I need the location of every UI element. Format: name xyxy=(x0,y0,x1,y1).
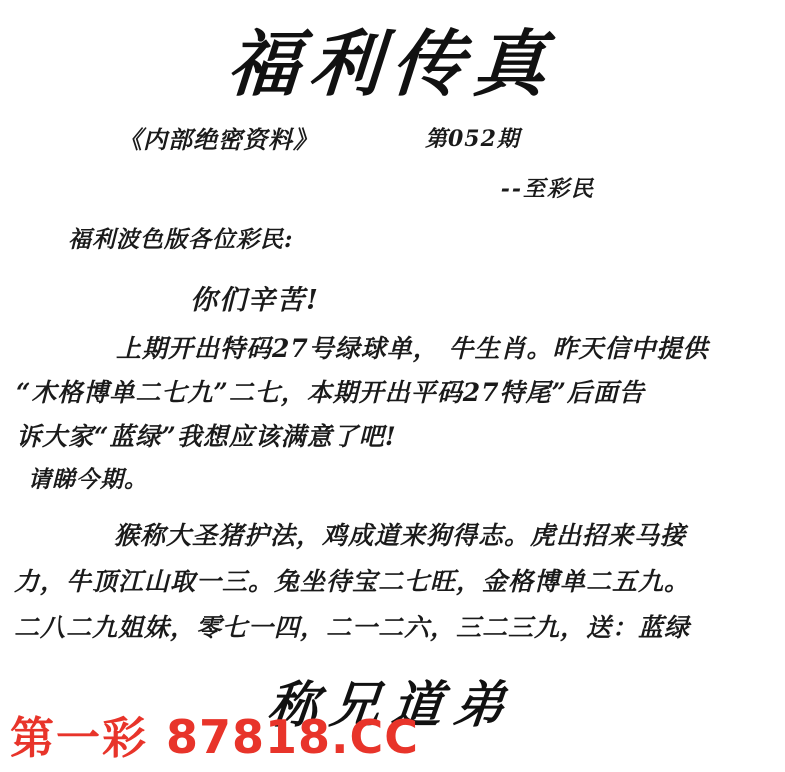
brand-url: 87818.CC xyxy=(166,710,420,764)
verse-line: 力，牛顶江山取一三。兔坐待宝二七旺，金格博单二五九。 xyxy=(14,566,691,596)
verse-block xyxy=(0,513,785,651)
body-line: 诉大家“蓝绿”我想应该满意了吧! xyxy=(16,421,397,451)
verse-line: 二八二九姐妹，零七一四，二一二六，三二三九，送：蓝绿 xyxy=(14,612,691,642)
verse-line: 猴称大圣猪护法，鸡成道来狗得志。虎出招来马接 xyxy=(114,520,687,550)
salutation: 福利波色版各位彩民: xyxy=(68,225,294,253)
greeting: 你们辛苦! xyxy=(190,284,320,316)
confidential-label: 《内部绝密资料》 xyxy=(118,124,318,154)
document-subheader xyxy=(0,120,785,160)
brand-watermark xyxy=(10,702,419,766)
body-line: “木格博单二七九”二七，本期开出平码27特尾”后面告 xyxy=(16,377,645,407)
issue-number: 第052期 xyxy=(425,125,520,152)
addressee-signature: --至彩民 xyxy=(500,175,595,202)
body-line: 上期开出特码27号绿球单， 牛生肖。昨天信中提供 xyxy=(116,333,709,363)
body-block xyxy=(0,327,785,501)
body-note: 请睇今期。 xyxy=(28,465,148,493)
closing-calligraphy: 称兄道弟 xyxy=(265,674,520,734)
document-title: 福利传真 xyxy=(224,21,559,106)
brand-name: 第一彩 xyxy=(10,713,148,764)
